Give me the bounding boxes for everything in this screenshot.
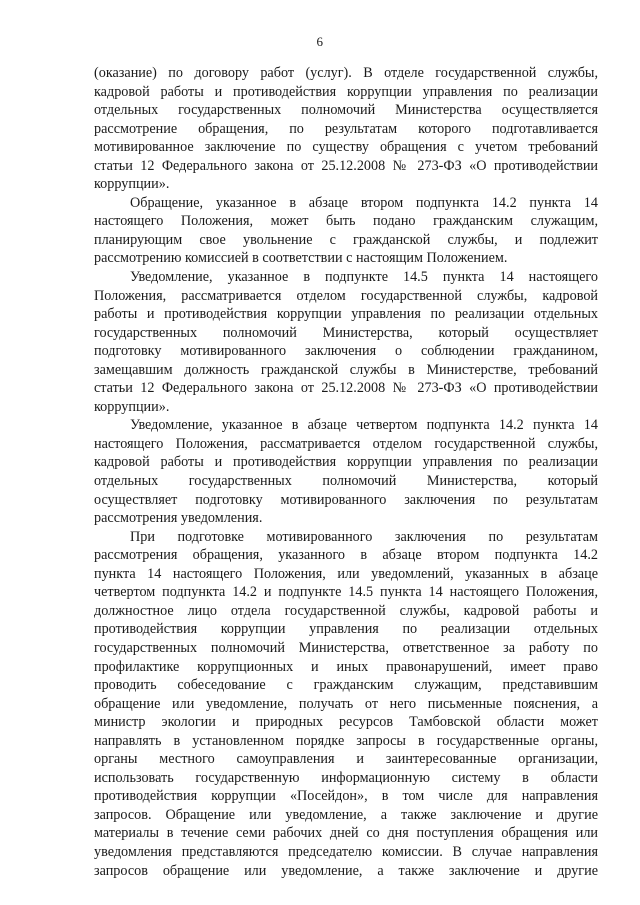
text-line: настоящего Положения, рассматривается отделом государственной службы, [94, 435, 598, 452]
text-line: проводить собеседование с гражданским служащим, представившим [94, 677, 598, 694]
text-line: министр экологии и природных ресурсов Тамбовской области может [94, 714, 598, 731]
text-line: направлять в установленном порядке запросы в государственные органы, [94, 732, 598, 749]
document-body [94, 64, 598, 880]
text-line: должностное лицо отдела государственной службы, кадровой работы и [94, 602, 598, 619]
text-line: замещавшим должность гражданской службы в Министерстве, требований [94, 361, 598, 378]
text-line: коррупции». [94, 398, 170, 415]
text-line: мотивированное заключение по существу обращения с учетом требований [94, 139, 598, 156]
text-line: коррупции». [94, 176, 170, 193]
text-line: осуществляет подготовку мотивированного заключения по результатам [94, 491, 598, 508]
text-line: планирующим свое увольнение с гражданской службы, и подлежит [94, 231, 598, 248]
text-line: противодействия коррупции «Посейдон», в том числе для направления [94, 788, 598, 805]
text-line: работы и противодействия коррупции управления по реализации отдельных [94, 306, 598, 323]
text-line: статьи 12 Федерального закона от 25.12.2008 № 273-ФЗ «О противодействии [94, 157, 598, 174]
text-line: органы местного самоуправления и заинтересованные организации, [94, 751, 598, 768]
text-line: (оказание) по договору работ (услуг). В отделе государственной службы, [94, 65, 598, 81]
text-line: Уведомление, указанное в абзаце четвертом подпункта 14.2 пункта 14 [130, 417, 598, 434]
text-line: обращение или уведомление, получать от него письменные пояснения, а [94, 695, 598, 712]
text-line: четвертом подпункта 14.2 и подпункте 14.5 пункта 14 настоящего Положения, [94, 584, 598, 601]
text-line: запросов. Обращение или уведомление, а также заключение и другие [94, 806, 598, 823]
text-line: противодействия коррупции управления по реализации отдельных [94, 621, 598, 638]
text-line: использовать государственную информационную систему в области [94, 769, 598, 786]
text-line: запросов обращение или уведомление, а также заключение и другие [94, 862, 598, 879]
text-line: государственных полномочий Министерства, который осуществляет [94, 324, 598, 341]
text-line: материалы в течение семи рабочих дней со дня поступления обращения или [94, 825, 598, 842]
text-line: отдельных государственных полномочий Министерства осуществляется [94, 102, 598, 119]
page-number: 6 [316, 34, 324, 49]
text-line: статьи 12 Федерального закона от 25.12.2008 № 273-ФЗ «О противодействии [94, 380, 598, 397]
text-line: профилактике коррупционных и иных правонарушений, имеет право [94, 658, 598, 675]
text-line: подготовку мотивированного заключения о соблюдении гражданином, [94, 343, 598, 360]
text-line: рассмотрения уведомления. [94, 510, 263, 527]
text-line: настоящего Положения, может быть подано гражданским служащим, [94, 213, 598, 230]
text-line: Положения, рассматривается отделом государственной службы, кадровой [94, 287, 598, 304]
text-line: рассмотрения обращения, указанного в абзаце втором подпункта 14.2 [94, 547, 598, 564]
text-line: При подготовке мотивированного заключения по результатам [130, 528, 598, 545]
text-line: рассмотрение обращения, по результатам которого подготавливается [94, 120, 598, 137]
paragraph [94, 416, 598, 527]
text-line: отдельных государственных полномочий Министерства, который [94, 473, 598, 490]
text-line: Обращение, указанное в абзаце втором подпункта 14.2 пункта 14 [130, 194, 598, 211]
text-line: Уведомление, указанное в подпункте 14.5 пункта 14 настоящего [130, 269, 598, 286]
paragraph [94, 64, 598, 194]
text-line: рассмотрению комиссией в соответствии с настоящим Положением. [94, 250, 508, 267]
text-line: уведомления представляются председателю комиссии. В случае направления [94, 843, 598, 860]
paragraph [94, 194, 598, 268]
text-line: кадровой работы и противодействия коррупции управления по реализации [94, 83, 598, 100]
text-line: кадровой работы и противодействия коррупции управления по реализации [94, 454, 598, 471]
text-line: пункта 14 настоящего Положения, или уведомлений, указанных в абзаце [94, 565, 598, 582]
text-line: государственных полномочий Министерства, ответственное за работу по [94, 639, 598, 656]
paragraph [94, 268, 598, 416]
paragraph [94, 528, 598, 880]
